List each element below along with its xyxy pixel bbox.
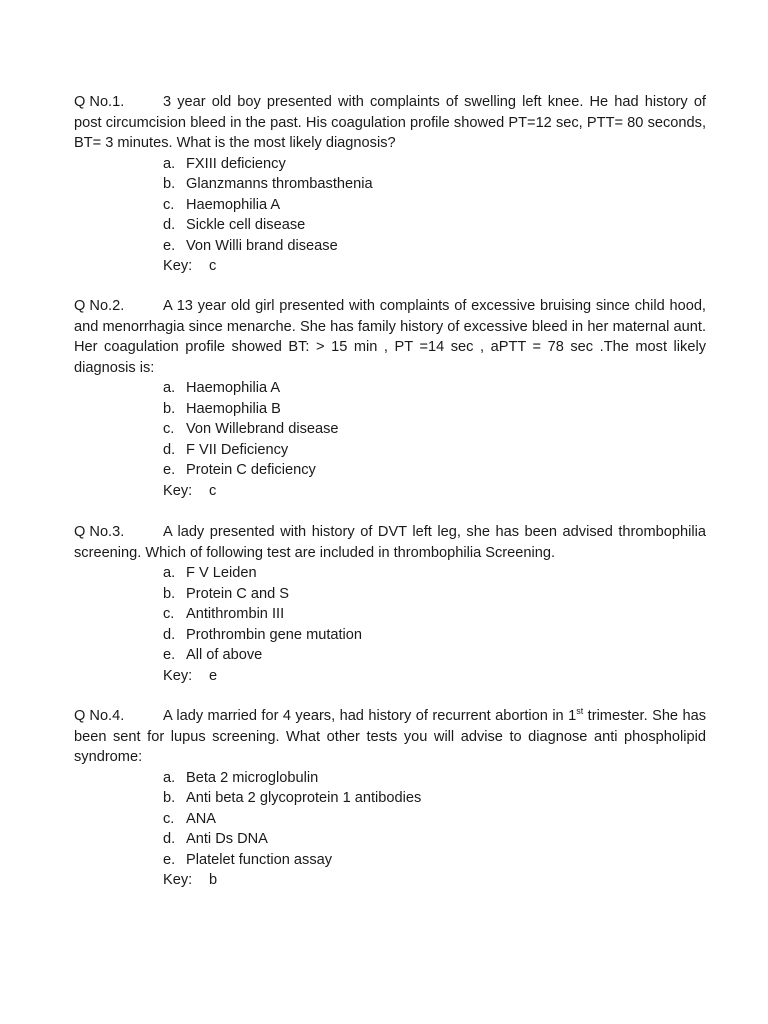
option-e [163,236,706,257]
option-letter: a. [163,565,176,581]
question-1 [74,92,706,277]
option-text: Haemophilia B [186,400,281,417]
option-d [163,625,706,646]
option-letter: c. [163,606,175,622]
option-letter: b. [163,585,176,602]
key-label: Key: [163,258,193,274]
question-number: Q No.1. [74,94,125,110]
option-text: ANA [186,810,217,827]
option-d [163,215,706,236]
option-text: Von Willi brand disease [186,237,338,254]
option-letter: c. [163,196,175,213]
question-stem [74,706,706,768]
option-b [163,174,706,195]
key-value: e [209,667,218,684]
option-text: Anti beta 2 glycoprotein 1 antibodies [186,790,422,806]
question-3 [74,522,706,686]
options-list [74,378,706,481]
option-b [163,788,706,809]
option-letter: e. [163,462,176,478]
option-c [163,419,706,440]
answer-key [74,481,706,502]
option-text: Protein C and S [186,585,290,602]
option-e [163,645,706,666]
answer-key [74,870,706,891]
option-c [163,604,706,625]
option-letter: e. [163,237,176,254]
option-letter: e. [163,851,176,868]
options-list [74,563,706,666]
options-list [74,768,706,871]
option-text: Platelet function assay [186,851,333,868]
key-value: c [209,482,217,499]
option-letter: d. [163,441,176,458]
option-e [163,460,706,481]
option-c [163,809,706,830]
question-text-end: trimester. She has been sent for lupus screening. What other tests you will advise to diagnose anti phospholipid syndrome: [74,708,706,765]
option-text: F VII Deficiency [186,441,289,458]
option-letter: b. [163,790,176,806]
option-text: All of above [186,647,263,663]
answer-key [74,256,706,277]
option-a [163,154,706,175]
option-d [163,829,706,850]
question-stem [74,522,706,563]
option-letter: d. [163,831,176,847]
option-letter: c. [163,810,175,827]
question-2 [74,296,706,501]
question-text-start: A lady married for 4 years, had history of recurrent abortion in 1 [163,708,577,724]
option-letter: d. [163,217,176,233]
question-text: A 13 year old girl presented with complaints of excessive bruising since child hood, and menorrhagia since menarche. She has family history of excessive bleed in her maternal aunt. Her coagulation profile showed BT: > 15 min , PT =14 sec , aPTT = 78 sec .The most likely diagnosis is: [74,298,706,376]
option-b [163,399,706,420]
options-list [74,154,706,257]
question-4 [74,706,706,891]
question-text [74,708,706,765]
question-stem [74,296,706,378]
option-letter: c. [163,421,175,437]
option-letter: a. [163,380,176,396]
option-e [163,850,706,871]
option-text: Sickle cell disease [186,217,306,233]
question-text: A lady presented with history of DVT left leg, she has been advised thrombophilia screening. Which of following test are included in thrombophilia Screening. [74,524,706,561]
option-letter: b. [163,176,176,192]
option-letter: a. [163,769,176,786]
question-stem [74,92,706,154]
key-label: Key: [163,872,193,888]
key-label: Key: [163,482,193,499]
key-label: Key: [163,667,193,684]
option-d [163,440,706,461]
option-text: FXIII deficiency [186,155,286,172]
key-value: b [209,872,218,888]
ordinal-superscript: st [576,706,584,716]
option-a [163,768,706,789]
option-text: Glanzmanns thrombasthenia [186,176,373,192]
option-text: Beta 2 microglobulin [186,769,319,786]
option-letter: a. [163,155,176,172]
option-a [163,563,706,584]
option-letter: d. [163,626,176,643]
option-c [163,195,706,216]
key-value: c [209,258,217,274]
option-text: F V Leiden [186,565,257,581]
question-number: Q No.3. [74,524,125,540]
question-number: Q No.4. [74,708,125,724]
answer-key [74,666,706,687]
option-text: Haemophilia A [186,380,281,396]
option-letter: e. [163,647,176,663]
option-text: Antithrombin III [186,606,285,622]
question-number: Q No.2. [74,298,125,314]
option-text: Von Willebrand disease [186,421,339,437]
option-a [163,378,706,399]
question-text: 3 year old boy presented with complaints of swelling left knee. He had history of post circumcision bleed in the past. His coagulation profile showed PT=12 sec, PTT= 80 seconds, BT= 3 minutes. What is the most likely diagnosis? [74,94,706,151]
option-text: Haemophilia A [186,196,281,213]
option-text: Prothrombin gene mutation [186,626,363,643]
option-text: Anti Ds DNA [186,831,268,847]
option-text: Protein C deficiency [186,462,316,478]
option-letter: b. [163,400,176,417]
option-b [163,584,706,605]
